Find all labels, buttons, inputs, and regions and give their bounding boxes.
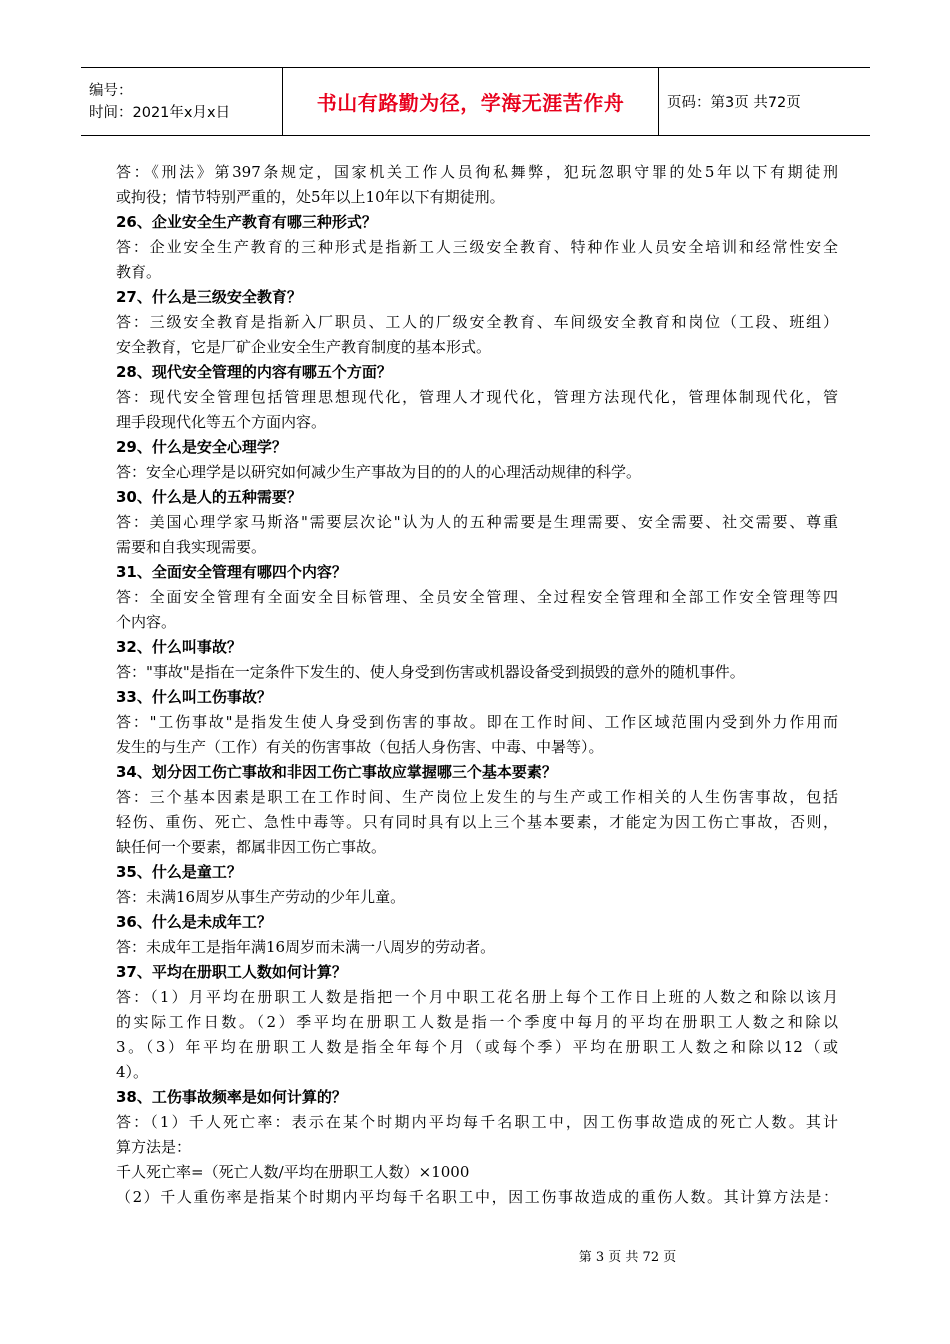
answer-line: 答：（1）千人死亡率：表示在某个时期内平均每千名职工中，因工伤事故造成的死亡人数。其计 <box>116 1113 838 1131</box>
answer-line: 的实际工作日数。（2）季平均在册职工人数是指一个季度中每月的平均在册职工人数之和除以 <box>116 1013 838 1031</box>
question-heading: 31、全面安全管理有哪四个内容？ <box>116 563 347 581</box>
answer-line: 答：企业安全生产教育的三种形式是指新工人三级安全教育、特种作业人员安全培训和经常性安全 <box>116 238 838 256</box>
answer-line: 答：《刑法》第397条规定，国家机关工作人员徇私舞弊，犯玩忽职守罪的处5年以下有期徒刑 <box>116 163 838 181</box>
answer-line: 答：（1）月平均在册职工人数是指把一个月中职工花名册上每个工作日上班的人数之和除以该月 <box>116 988 838 1006</box>
answer-line: 答："事故"是指在一定条件下发生的、使人身受到伤害或机器设备受到损毁的意外的随机事件。 <box>116 663 745 681</box>
page-header <box>81 67 870 136</box>
answer-line: 安全教育，它是厂矿企业安全生产教育制度的基本形式。 <box>116 338 492 356</box>
answer-line: 轻伤、重伤、死亡、急性中毒等。只有同时具有以上三个基本要素，才能定为因工伤亡事故，否则， <box>116 813 838 831</box>
answer-line: 答：未满16周岁从事生产劳动的少年儿童。 <box>116 888 406 906</box>
answer-line: （2）千人重伤率是指某个时期内平均每千名职工中，因工伤事故造成的重伤人数。其计算方法是： <box>116 1188 838 1206</box>
answer-line: 千人死亡率=（死亡人数/平均在册职工人数）×1000 <box>116 1163 470 1181</box>
answer-line: 教育。 <box>116 263 162 281</box>
number-label: 编号： <box>89 82 133 99</box>
answer-line: 答：三级安全教育是指新入厂职员、工人的厂级安全教育、车间级安全教育和岗位（工段、班组） <box>116 313 838 331</box>
answer-line: 答：全面安全管理有全面安全目标管理、全员安全管理、全过程安全管理和全部工作安全管理等四 <box>116 588 838 606</box>
motto: 书山有路勤为径，学海无涯苦作舟 <box>316 91 625 115</box>
question-heading: 28、现代安全管理的内容有哪五个方面？ <box>116 363 392 381</box>
header-meta <box>81 68 283 135</box>
answer-line: 答："工伤事故"是指发生使人身受到伤害的事故。即在工作时间、工作区域范围内受到外力作用而 <box>116 713 838 731</box>
answer-line: 答：三个基本因素是职工在工作时间、生产岗位上发生的与生产或工作相关的人生伤害事故，包括 <box>116 788 838 806</box>
question-heading: 36、什么是未成年工？ <box>116 913 272 931</box>
answer-line: 答：美国心理学家马斯洛"需要层次论"认为人的五种需要是生理需要、安全需要、社交需要、尊重 <box>116 513 838 531</box>
answer-line: 需要和自我实现需要。 <box>116 538 267 556</box>
question-heading: 26、企业安全生产教育有哪三种形式？ <box>116 213 377 231</box>
page-footer: 第 3 页 共 72 页 <box>578 1250 677 1265</box>
answer-line: 3。（3）年平均在册职工人数是指全年每个月（或每个季）平均在册职工人数之和除以12（或 <box>116 1038 838 1056</box>
time-label: 时间：2021年x月x日 <box>89 104 231 121</box>
question-heading: 27、什么是三级安全教育？ <box>116 288 302 306</box>
answer-line: 4）。 <box>116 1063 149 1081</box>
answer-line: 理手段现代化等五个方面内容。 <box>116 413 327 431</box>
header-motto-cell <box>283 68 659 135</box>
answer-line: 答：未成年工是指年满16周岁而未满一八周岁的劳动者。 <box>116 938 496 956</box>
answer-line: 答：安全心理学是以研究如何减少生产事故为目的的人的心理活动规律的科学。 <box>116 463 642 481</box>
answer-line: 或拘役；情节特别严重的，处5年以上10年以下有期徒刑。 <box>116 188 505 206</box>
question-heading: 37、平均在册职工人数如何计算？ <box>116 963 347 981</box>
answer-line: 缺任何一个要素，都属非因工伤亡事故。 <box>116 838 387 856</box>
answer-line: 算方法是： <box>116 1138 192 1156</box>
question-heading: 30、什么是人的五种需要？ <box>116 488 302 506</box>
question-heading: 29、什么是安全心理学？ <box>116 438 287 456</box>
header-page-cell <box>659 68 870 135</box>
question-heading: 38、工伤事故频率是如何计算的？ <box>116 1088 347 1106</box>
answer-line: 答：现代安全管理包括管理思想现代化，管理人才现代化，管理方法现代化，管理体制现代化，管 <box>116 388 838 406</box>
document-body <box>116 160 838 1210</box>
question-heading: 34、划分因工伤亡事故和非因工伤亡事故应掌握哪三个基本要素？ <box>116 763 557 781</box>
answer-line: 发生的与生产（工作）有关的伤害事故（包括人身伤害、中毒、中暑等）。 <box>116 738 604 756</box>
question-heading: 35、什么是童工？ <box>116 863 242 881</box>
answer-line: 个内容。 <box>116 613 177 631</box>
page-label: 页码：第3页 共72页 <box>667 95 801 111</box>
question-heading: 33、什么叫工伤事故？ <box>116 688 272 706</box>
question-heading: 32、什么叫事故？ <box>116 638 242 656</box>
